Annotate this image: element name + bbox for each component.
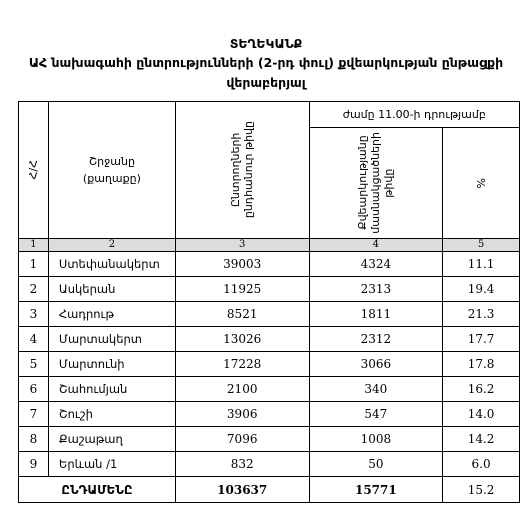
row-participants: 4324 [309, 252, 443, 277]
row-voters: 832 [175, 452, 309, 477]
index-cell: 1 [19, 239, 49, 252]
header-voters-cell [175, 102, 309, 239]
table-row [19, 302, 520, 327]
document-subtitle: ԱՀ նախագահի ընտրությունների (2-րդ փուլ) քվեարկության ընթացքի [28, 55, 504, 70]
row-region: Մարտունի [48, 352, 175, 377]
total-row [19, 477, 520, 503]
row-voters: 39003 [175, 252, 309, 277]
row-region: Շահումյան [48, 377, 175, 402]
row-region: Հադրութ [48, 302, 175, 327]
row-number: 9 [19, 452, 49, 477]
row-percent: 17.7 [443, 327, 520, 352]
row-voters: 13026 [175, 327, 309, 352]
table-row [19, 277, 520, 302]
row-participants: 340 [309, 377, 443, 402]
table-row [19, 402, 520, 427]
row-percent: 11.1 [443, 252, 520, 277]
header-participants: Քվեարկությանը մասնակցածների թիվը [356, 132, 396, 234]
row-voters: 17228 [175, 352, 309, 377]
row-participants: 50 [309, 452, 443, 477]
header-region: Շրջանը (քաղաքը) [82, 155, 141, 185]
total-participants: 15771 [309, 477, 443, 503]
row-voters: 2100 [175, 377, 309, 402]
row-voters: 7096 [175, 427, 309, 452]
row-region: Շուշի [48, 402, 175, 427]
index-cell: 5 [443, 239, 520, 252]
table-row [19, 252, 520, 277]
row-voters: 8521 [175, 302, 309, 327]
header-voters: Ընտրողների ընդհանուր թիվը [229, 121, 256, 219]
row-percent: 16.2 [443, 377, 520, 402]
row-voters: 11925 [175, 277, 309, 302]
header-percent: % [474, 177, 488, 189]
row-percent: 14.0 [443, 402, 520, 427]
table-row [19, 427, 520, 452]
row-region: Քաշաթաղ [48, 427, 175, 452]
total-label: ԸՆԴԱՄԵՆԸ [19, 477, 176, 503]
row-number: 6 [19, 377, 49, 402]
row-percent: 14.2 [443, 427, 520, 452]
header-num-cell [19, 102, 49, 239]
row-participants: 2312 [309, 327, 443, 352]
header-region-cell [48, 102, 175, 239]
document-title: ՏԵՂԵԿԱՆՔ [229, 36, 303, 51]
total-percent: 15.2 [443, 477, 520, 503]
table-row [19, 377, 520, 402]
header-num: Հ/Հ [26, 160, 40, 180]
index-cell: 4 [309, 239, 443, 252]
row-participants: 1811 [309, 302, 443, 327]
column-index-row [19, 239, 520, 252]
row-number: 3 [19, 302, 49, 327]
table-row [19, 327, 520, 352]
row-number: 7 [19, 402, 49, 427]
row-participants: 2313 [309, 277, 443, 302]
row-number: 8 [19, 427, 49, 452]
row-number: 5 [19, 352, 49, 377]
row-region: Մարտակերտ [48, 327, 175, 352]
header-percent-cell [443, 128, 520, 239]
index-cell: 3 [175, 239, 309, 252]
row-percent: 21.3 [443, 302, 520, 327]
row-number: 2 [19, 277, 49, 302]
row-participants: 547 [309, 402, 443, 427]
row-participants: 3066 [309, 352, 443, 377]
document-subtitle-cont: վերաբերյալ [226, 75, 306, 90]
row-percent: 17.8 [443, 352, 520, 377]
row-number: 4 [19, 327, 49, 352]
row-number: 1 [19, 252, 49, 277]
row-region: Ստեփանակերտ [48, 252, 175, 277]
row-voters: 3906 [175, 402, 309, 427]
row-percent: 19.4 [443, 277, 520, 302]
turnout-table [18, 101, 520, 503]
row-region: Ասկերան [48, 277, 175, 302]
table-row [19, 352, 520, 377]
table-row [19, 452, 520, 477]
row-percent: 6.0 [443, 452, 520, 477]
header-time-group: ժամը 11.00-ի դրությամբ [309, 102, 519, 128]
header-participants-cell [309, 128, 443, 239]
row-participants: 1008 [309, 427, 443, 452]
total-voters: 103637 [175, 477, 309, 503]
index-cell: 2 [48, 239, 175, 252]
row-region: Երևան /1 [48, 452, 175, 477]
